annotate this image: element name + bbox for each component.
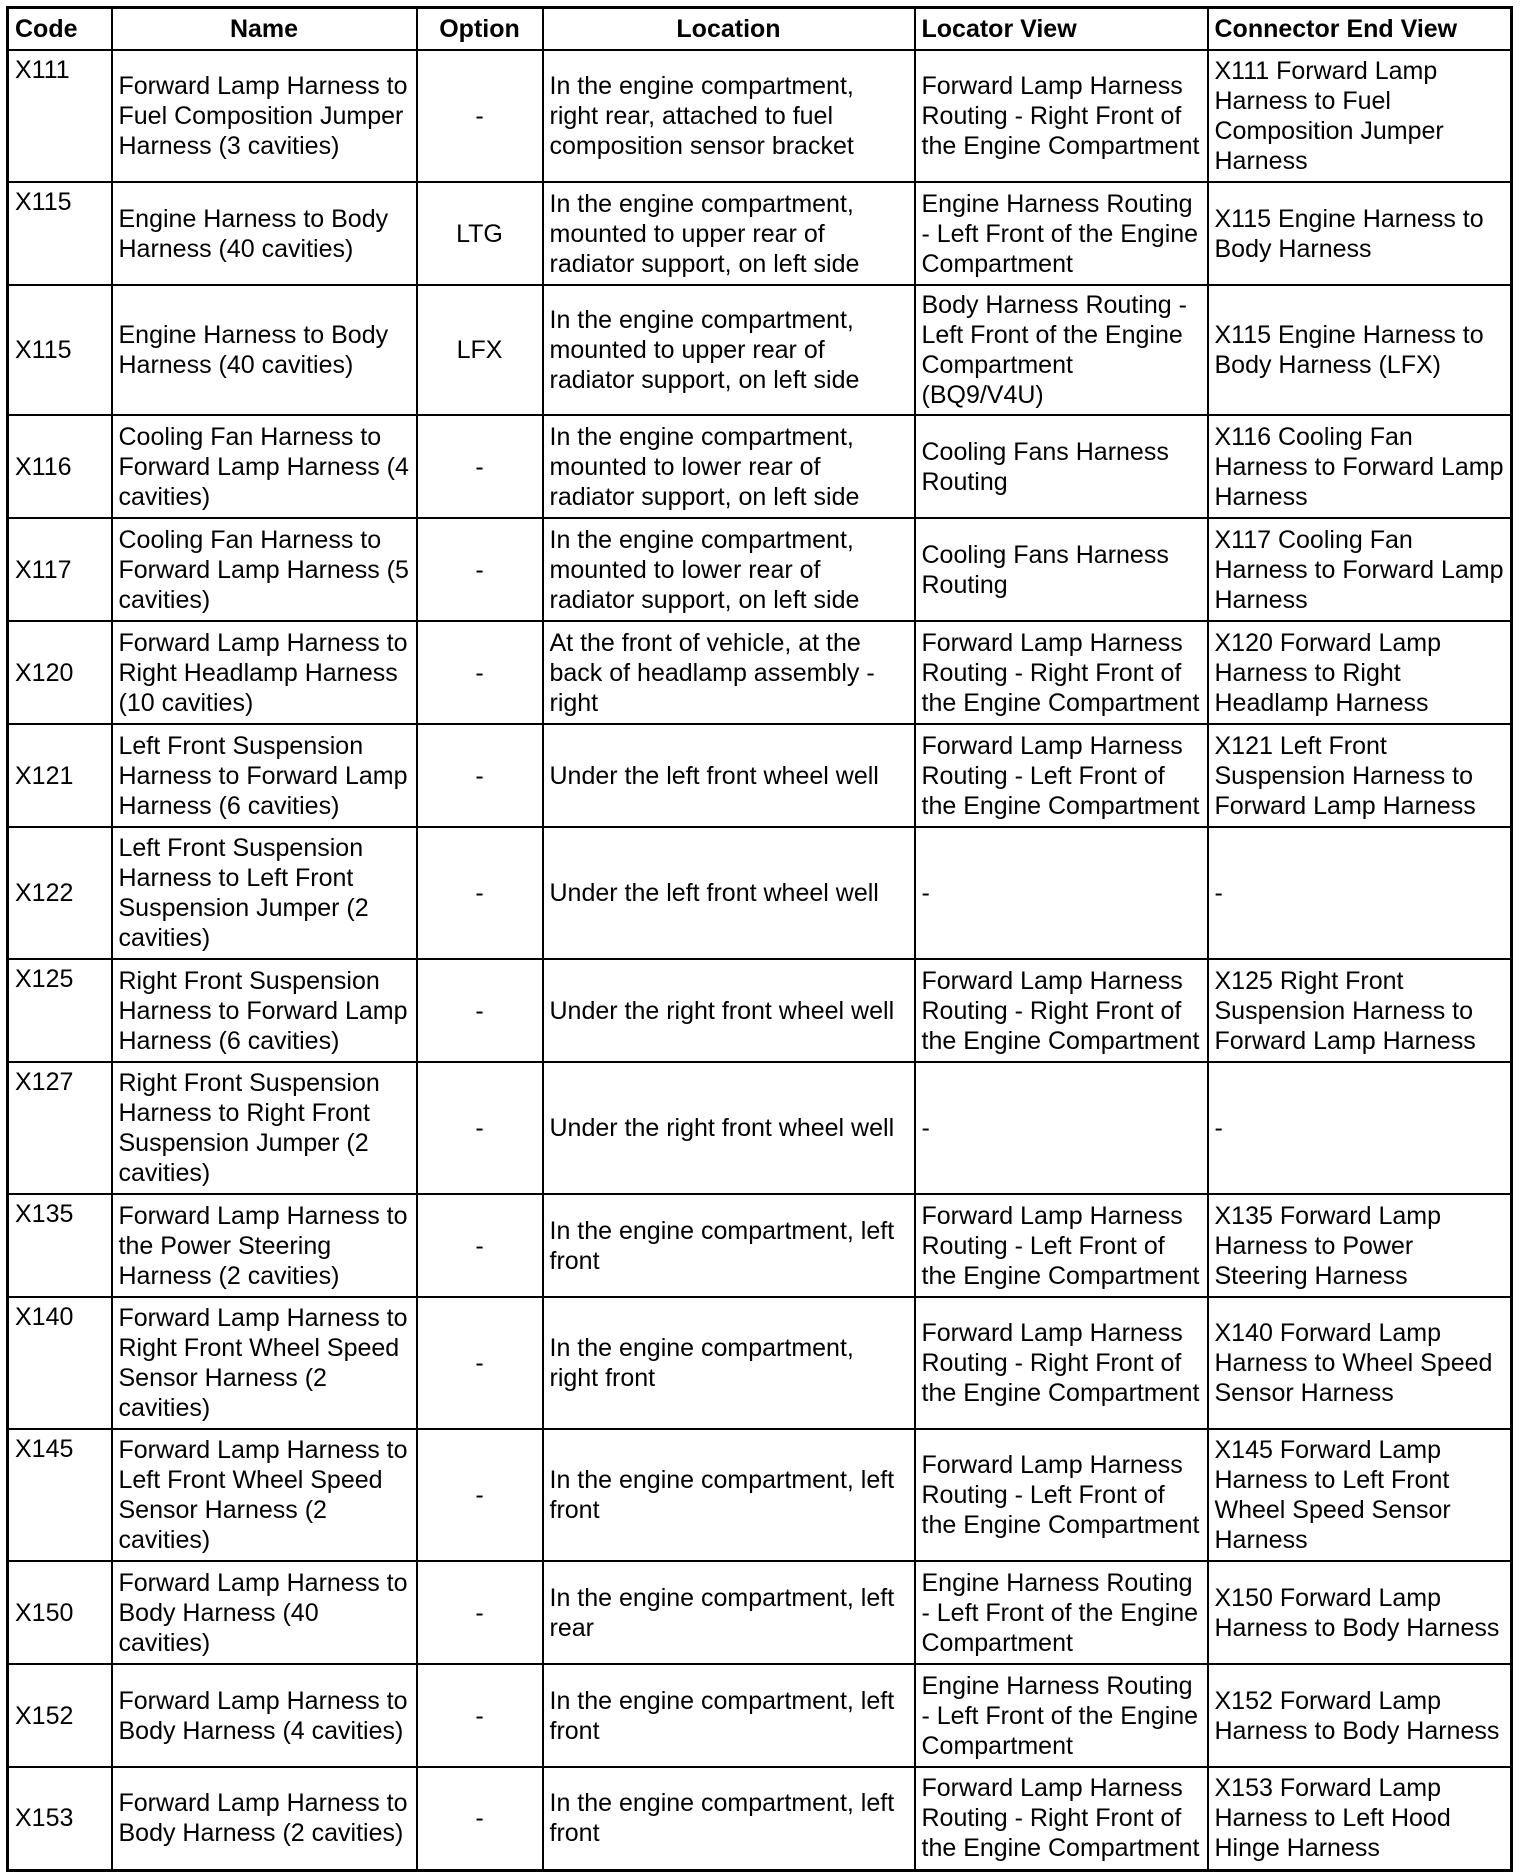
cell-connector-end-view: X125 Right Front Suspension Harness to Forward Lamp Harness [1208, 959, 1512, 1062]
cell-name: Forward Lamp Harness to Fuel Composition Jumper Harness (3 cavities) [112, 50, 417, 182]
cell-name: Forward Lamp Harness to Right Front Wheel Speed Sensor Harness (2 cavities) [112, 1297, 417, 1429]
connector-table [6, 6, 1513, 1872]
cell-locator-view: Engine Harness Routing - Left Front of the Engine Compartment [915, 182, 1208, 285]
cell-code: X122 [8, 827, 112, 959]
cell-connector-end-view: X145 Forward Lamp Harness to Left Front Wheel Speed Sensor Harness [1208, 1429, 1512, 1561]
cell-option: - [417, 415, 543, 518]
cell-connector-end-view: X121 Left Front Suspension Harness to Forward Lamp Harness [1208, 724, 1512, 827]
cell-code: X116 [8, 415, 112, 518]
cell-connector-end-view: X153 Forward Lamp Harness to Left Hood Hinge Harness [1208, 1767, 1512, 1870]
table-row [8, 621, 1512, 724]
cell-option: - [417, 1664, 543, 1767]
cell-location: In the engine compartment, left front [543, 1767, 915, 1870]
cell-name: Right Front Suspension Harness to Right Front Suspension Jumper (2 cavities) [112, 1062, 417, 1194]
cell-name: Forward Lamp Harness to Body Harness (40 cavities) [112, 1561, 417, 1664]
cell-name: Cooling Fan Harness to Forward Lamp Harness (5 cavities) [112, 518, 417, 621]
cell-locator-view: Engine Harness Routing - Left Front of the Engine Compartment [915, 1561, 1208, 1664]
cell-code: X127 [8, 1062, 112, 1194]
cell-name: Left Front Suspension Harness to Left Front Suspension Jumper (2 cavities) [112, 827, 417, 959]
cell-code: X120 [8, 621, 112, 724]
cell-locator-view: Forward Lamp Harness Routing - Right Front of the Engine Compartment [915, 621, 1208, 724]
cell-locator-view: Cooling Fans Harness Routing [915, 518, 1208, 621]
cell-code: X153 [8, 1767, 112, 1870]
cell-code: X135 [8, 1194, 112, 1297]
cell-connector-end-view: - [1208, 1062, 1512, 1194]
cell-locator-view: Cooling Fans Harness Routing [915, 415, 1208, 518]
cell-name: Engine Harness to Body Harness (40 cavities) [112, 182, 417, 285]
cell-option: - [417, 621, 543, 724]
cell-name: Cooling Fan Harness to Forward Lamp Harness (4 cavities) [112, 415, 417, 518]
header-name: Name [112, 8, 417, 51]
cell-connector-end-view: X117 Cooling Fan Harness to Forward Lamp Harness [1208, 518, 1512, 621]
cell-connector-end-view: X116 Cooling Fan Harness to Forward Lamp Harness [1208, 415, 1512, 518]
cell-locator-view: Body Harness Routing - Left Front of the Engine Compartment (BQ9/V4U) [915, 285, 1208, 415]
table-row [8, 1062, 1512, 1194]
cell-locator-view: - [915, 827, 1208, 959]
header-locator-view: Locator View [915, 8, 1208, 51]
cell-code: X115 [8, 182, 112, 285]
cell-option: - [417, 1194, 543, 1297]
cell-connector-end-view: X120 Forward Lamp Harness to Right Headlamp Harness [1208, 621, 1512, 724]
cell-location: In the engine compartment, left front [543, 1664, 915, 1767]
cell-option: - [417, 50, 543, 182]
cell-option: - [417, 827, 543, 959]
cell-locator-view: - [915, 1062, 1208, 1194]
table-row [8, 50, 1512, 182]
cell-connector-end-view: - [1208, 827, 1512, 959]
cell-option: - [417, 1062, 543, 1194]
header-option: Option [417, 8, 543, 51]
cell-location: In the engine compartment, left rear [543, 1561, 915, 1664]
cell-location: In the engine compartment, right rear, attached to fuel composition sensor bracket [543, 50, 915, 182]
cell-code: X152 [8, 1664, 112, 1767]
cell-location: In the engine compartment, mounted to upper rear of radiator support, on left side [543, 182, 915, 285]
cell-option: - [417, 1767, 543, 1870]
cell-code: X111 [8, 50, 112, 182]
cell-locator-view: Forward Lamp Harness Routing - Left Front of the Engine Compartment [915, 1194, 1208, 1297]
cell-location: Under the left front wheel well [543, 827, 915, 959]
cell-option: - [417, 1429, 543, 1561]
cell-option: - [417, 724, 543, 827]
table-row [8, 1297, 1512, 1429]
table-row [8, 182, 1512, 285]
cell-connector-end-view: X140 Forward Lamp Harness to Wheel Speed Sensor Harness [1208, 1297, 1512, 1429]
cell-connector-end-view: X135 Forward Lamp Harness to Power Steering Harness [1208, 1194, 1512, 1297]
table-row [8, 724, 1512, 827]
cell-locator-view: Forward Lamp Harness Routing - Right Front of the Engine Compartment [915, 1297, 1208, 1429]
cell-location: In the engine compartment, mounted to lower rear of radiator support, on left side [543, 518, 915, 621]
cell-option: LTG [417, 182, 543, 285]
header-connector-end-view: Connector End View [1208, 8, 1512, 51]
cell-code: X150 [8, 1561, 112, 1664]
cell-code: X125 [8, 959, 112, 1062]
table-row [8, 415, 1512, 518]
table-row [8, 285, 1512, 415]
cell-location: In the engine compartment, mounted to upper rear of radiator support, on left side [543, 285, 915, 415]
cell-location: In the engine compartment, left front [543, 1194, 915, 1297]
cell-locator-view: Forward Lamp Harness Routing - Left Front of the Engine Compartment [915, 724, 1208, 827]
cell-code: X145 [8, 1429, 112, 1561]
cell-option: - [417, 959, 543, 1062]
cell-connector-end-view: X152 Forward Lamp Harness to Body Harness [1208, 1664, 1512, 1767]
cell-code: X115 [8, 285, 112, 415]
table-row [8, 1664, 1512, 1767]
cell-name: Forward Lamp Harness to Left Front Wheel Speed Sensor Harness (2 cavities) [112, 1429, 417, 1561]
cell-location: Under the right front wheel well [543, 959, 915, 1062]
table-row [8, 1429, 1512, 1561]
cell-name: Right Front Suspension Harness to Forward Lamp Harness (6 cavities) [112, 959, 417, 1062]
cell-option: - [417, 518, 543, 621]
cell-name: Left Front Suspension Harness to Forward Lamp Harness (6 cavities) [112, 724, 417, 827]
cell-location: In the engine compartment, left front [543, 1429, 915, 1561]
cell-name: Forward Lamp Harness to the Power Steering Harness (2 cavities) [112, 1194, 417, 1297]
cell-name: Engine Harness to Body Harness (40 cavities) [112, 285, 417, 415]
table-row [8, 959, 1512, 1062]
cell-locator-view: Forward Lamp Harness Routing - Right Front of the Engine Compartment [915, 50, 1208, 182]
cell-connector-end-view: X115 Engine Harness to Body Harness (LFX) [1208, 285, 1512, 415]
cell-name: Forward Lamp Harness to Body Harness (2 cavities) [112, 1767, 417, 1870]
cell-option: - [417, 1297, 543, 1429]
cell-locator-view: Forward Lamp Harness Routing - Right Front of the Engine Compartment [915, 1767, 1208, 1870]
table-row [8, 1767, 1512, 1870]
cell-option: LFX [417, 285, 543, 415]
cell-location: At the front of vehicle, at the back of headlamp assembly - right [543, 621, 915, 724]
cell-locator-view: Engine Harness Routing - Left Front of the Engine Compartment [915, 1664, 1208, 1767]
header-row [8, 8, 1512, 51]
cell-code: X117 [8, 518, 112, 621]
header-location: Location [543, 8, 915, 51]
table-row [8, 1194, 1512, 1297]
header-code: Code [8, 8, 112, 51]
cell-name: Forward Lamp Harness to Right Headlamp Harness (10 cavities) [112, 621, 417, 724]
cell-location: In the engine compartment, mounted to lower rear of radiator support, on left side [543, 415, 915, 518]
cell-locator-view: Forward Lamp Harness Routing - Left Front of the Engine Compartment [915, 1429, 1208, 1561]
cell-connector-end-view: X111 Forward Lamp Harness to Fuel Composition Jumper Harness [1208, 50, 1512, 182]
cell-location: In the engine compartment, right front [543, 1297, 915, 1429]
table-row [8, 518, 1512, 621]
table-row [8, 1561, 1512, 1664]
cell-connector-end-view: X150 Forward Lamp Harness to Body Harness [1208, 1561, 1512, 1664]
cell-location: Under the right front wheel well [543, 1062, 915, 1194]
cell-locator-view: Forward Lamp Harness Routing - Right Front of the Engine Compartment [915, 959, 1208, 1062]
table-row [8, 827, 1512, 959]
cell-name: Forward Lamp Harness to Body Harness (4 cavities) [112, 1664, 417, 1767]
cell-connector-end-view: X115 Engine Harness to Body Harness [1208, 182, 1512, 285]
cell-option: - [417, 1561, 543, 1664]
cell-location: Under the left front wheel well [543, 724, 915, 827]
cell-code: X140 [8, 1297, 112, 1429]
cell-code: X121 [8, 724, 112, 827]
